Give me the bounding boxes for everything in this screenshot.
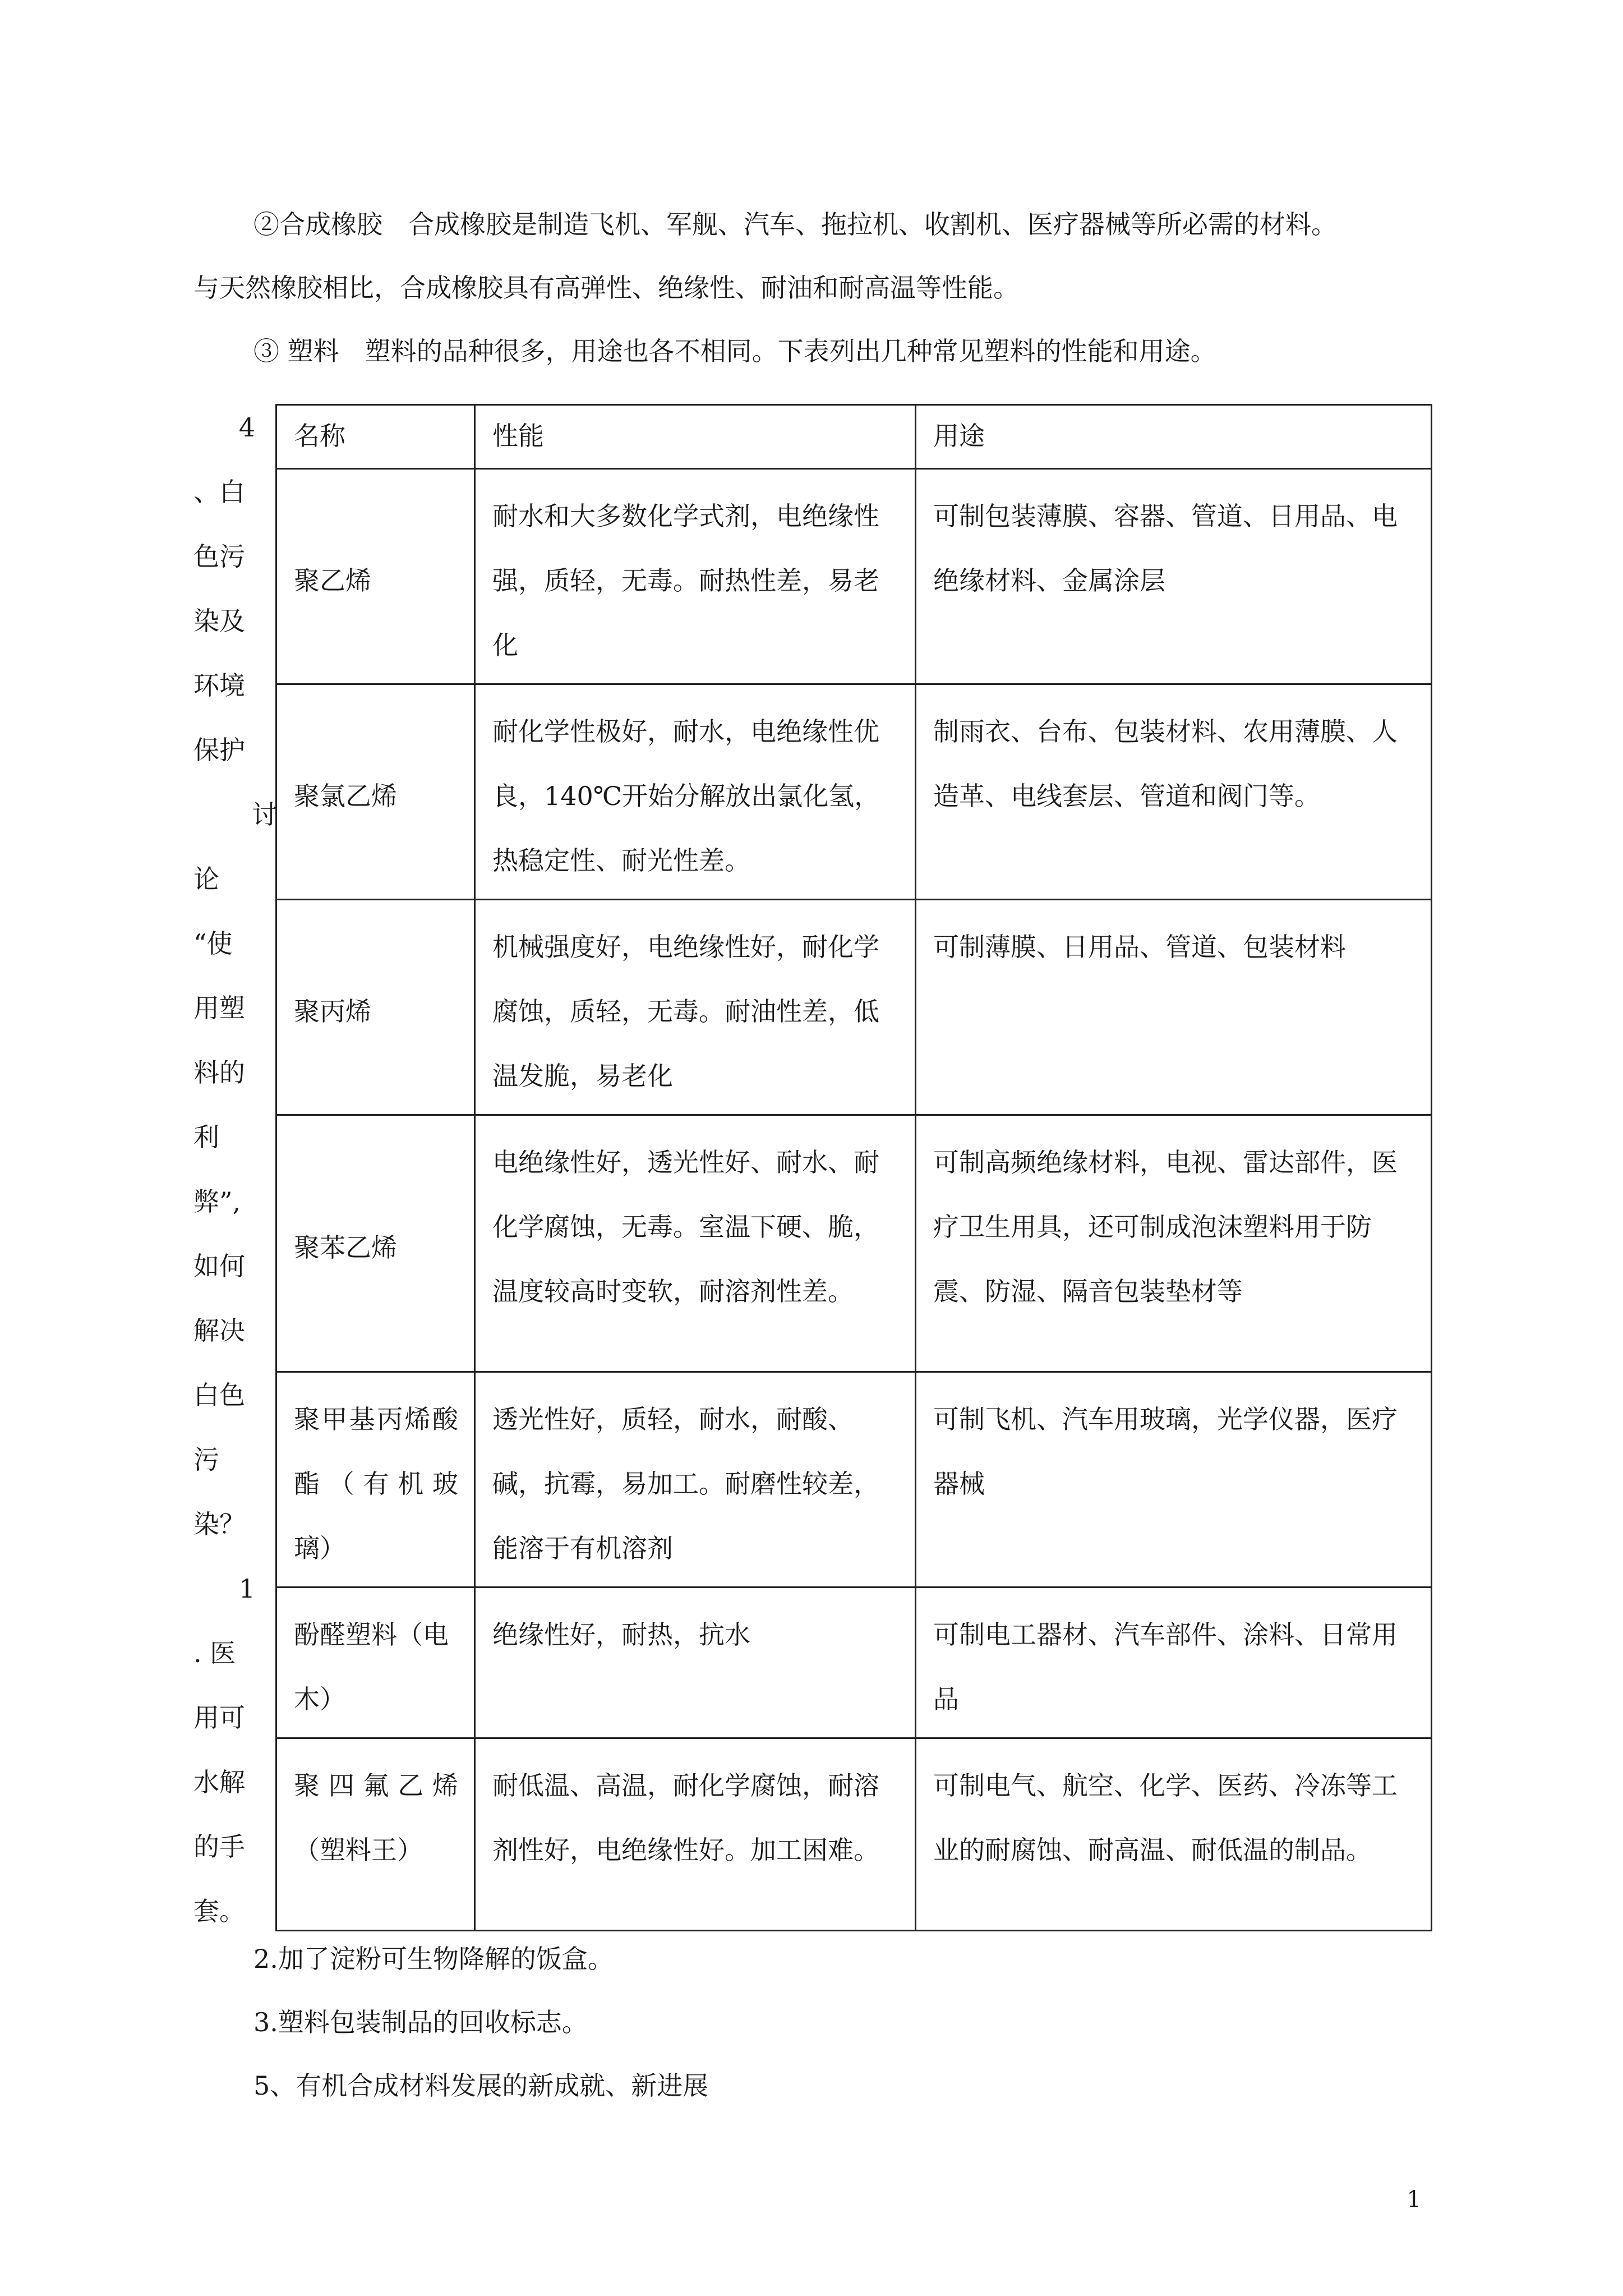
cell-name: 聚苯乙烯 <box>276 1115 475 1372</box>
cell-property: 耐水和大多数化学式剂，电绝缘性强，质轻，无毒。耐热性差，易老化 <box>475 469 916 684</box>
side-char: 污 <box>193 1444 219 1475</box>
side-char: 用塑 <box>193 993 245 1023</box>
cell-name: 酚醛塑料（电木） <box>276 1588 475 1738</box>
table-row <box>276 469 1432 684</box>
side-char: 如何 <box>193 1251 245 1281</box>
page-number: 1 <box>1407 2187 1421 2212</box>
side-char: 套。 <box>193 1896 245 1926</box>
cell-name: 聚四氟乙烯（塑料王） <box>276 1738 475 1931</box>
cell-name: 聚乙烯 <box>276 469 475 684</box>
cell-use: 可制电工器材、汽车部件、涂料、日常用品 <box>916 1588 1432 1738</box>
cell-use: 制雨衣、台布、包装材料、农用薄膜、人造革、电线套层、管道和阀门等。 <box>916 684 1432 900</box>
cell-property: 耐化学性极好，耐水，电绝缘性优良，140℃开始分解放出氯化氢，热稳定性、耐光性差。 <box>475 684 916 900</box>
side-char: 保护 <box>193 735 245 765</box>
table-row <box>276 1115 1432 1372</box>
side-char: 论 <box>193 864 219 894</box>
cell-use: 可制高频绝缘材料，电视、雷达部件，医疗卫生用具，还可制成泡沫塑料用于防震、防湿、隔音包装垫材等 <box>916 1115 1432 1372</box>
table-row <box>276 1372 1432 1588</box>
side-char: 讨 <box>252 799 278 830</box>
side-char: 色污 <box>193 541 245 572</box>
side-char: 白色 <box>193 1380 245 1410</box>
side-char: 1 <box>238 1573 255 1604</box>
paragraph-rubber-line1: ②合成橡胶 合成橡胶是制造飞机、军舰、汽车、拖拉机、收割机、医疗器械等所必需的材料。 <box>253 209 1337 240</box>
side-char: 解决 <box>193 1315 245 1346</box>
side-char: 、白 <box>193 477 245 507</box>
header-property: 性能 <box>475 405 916 469</box>
side-char: 染？ <box>193 1509 245 1539</box>
paragraph-plastics-intro: ③ 塑料 塑料的品种很多，用途也各不相同。下表列出几种常见塑料的性能和用途。 <box>253 336 1216 366</box>
side-char: . 医 <box>193 1638 236 1668</box>
cell-use: 可制飞机、汽车用玻璃，光学仪器，医疗器械 <box>916 1372 1432 1588</box>
side-char: 环境 <box>193 670 245 701</box>
table-header-row <box>276 405 1432 469</box>
plastics-table <box>275 404 1432 1931</box>
cell-property: 电绝缘性好，透光性好、耐水、耐化学腐蚀，无毒。室温下硬、脆，温度较高时变软，耐溶剂性差。 <box>475 1115 916 1372</box>
side-char: 利 <box>193 1122 219 1152</box>
paragraph-rubber-line2: 与天然橡胶相比，合成橡胶具有高弹性、绝缘性、耐油和耐高温等性能。 <box>193 273 1019 303</box>
table-row <box>276 1588 1432 1738</box>
paragraph-section-5: 5、有机合成材料发展的新成就、新进展 <box>253 2070 709 2101</box>
side-char: 水解 <box>193 1767 245 1797</box>
side-char: 用可 <box>193 1703 245 1733</box>
side-column-text <box>193 395 278 1944</box>
table-row <box>276 1738 1432 1931</box>
cell-property: 机械强度好，电绝缘性好，耐化学腐蚀，质轻，无毒。耐油性差，低温发脆，易老化 <box>475 900 916 1115</box>
cell-use: 可制薄膜、日用品、管道、包装材料 <box>916 900 1432 1115</box>
table-row <box>276 900 1432 1115</box>
cell-name: 聚氯乙烯 <box>276 684 475 900</box>
cell-name: 聚丙烯 <box>276 900 475 1115</box>
paragraph-item-3: 3.塑料包装制品的回收标志。 <box>253 2007 588 2037</box>
paragraph-item-2: 2.加了淀粉可生物降解的饭盒。 <box>253 1944 614 1974</box>
cell-name: 聚甲基丙烯酸酯（有机玻璃） <box>276 1372 475 1588</box>
side-char: 弊”, <box>193 1186 241 1217</box>
side-char: 4 <box>238 412 255 443</box>
cell-property: 绝缘性好，耐热，抗水 <box>475 1588 916 1738</box>
cell-use: 可制包装薄膜、容器、管道、日用品、电绝缘材料、金属涂层 <box>916 469 1432 684</box>
header-use: 用途 <box>916 405 1432 469</box>
cell-property: 透光性好，质轻，耐水，耐酸、碱，抗霉，易加工。耐磨性较差，能溶于有机溶剂 <box>475 1372 916 1588</box>
table-row <box>276 684 1432 900</box>
cell-property: 耐低温、高温，耐化学腐蚀，耐溶剂性好，电绝缘性好。加工困难。 <box>475 1738 916 1931</box>
side-char: 的手 <box>193 1832 245 1862</box>
side-char: 料的 <box>193 1057 245 1088</box>
cell-use: 可制电气、航空、化学、医药、冷冻等工业的耐腐蚀、耐高温、耐低温的制品。 <box>916 1738 1432 1931</box>
header-name: 名称 <box>276 405 475 469</box>
side-char: “使 <box>193 928 233 959</box>
side-char: 染及 <box>193 606 245 636</box>
